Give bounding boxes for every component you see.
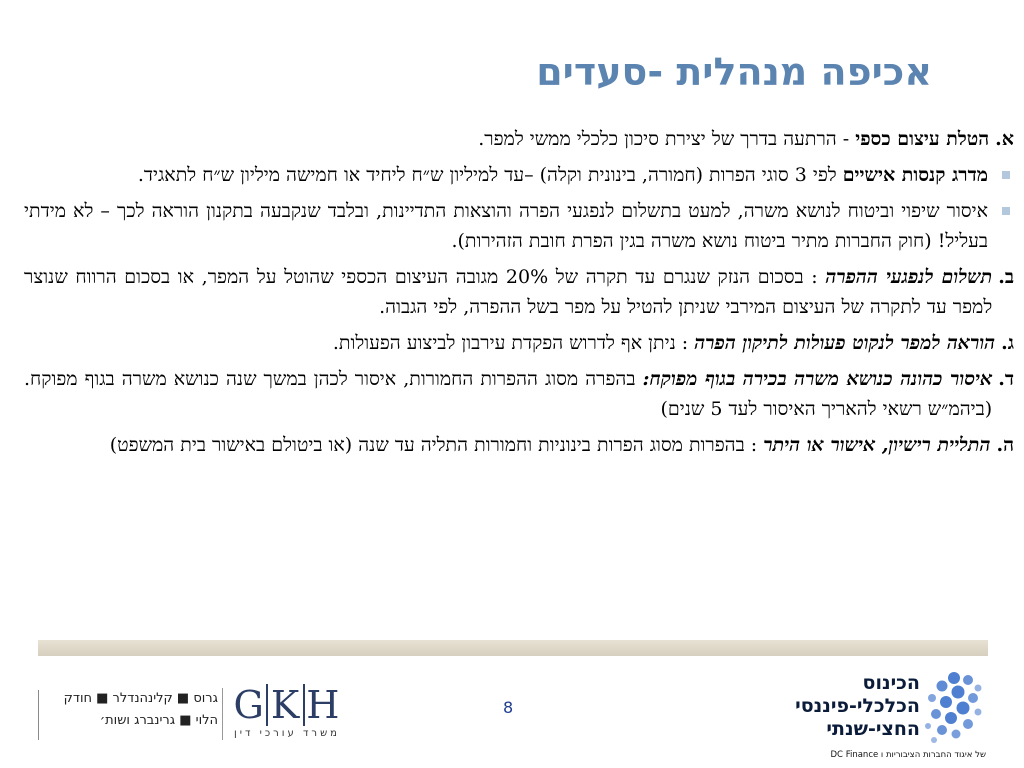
- conference-logo-line: הכינוס: [862, 672, 920, 694]
- gkh-logo-letter: K: [266, 684, 305, 726]
- item-heading: הוראה למפר לנקוט פעולות לתיקון הפרה: [694, 332, 996, 354]
- square-bullet-icon: [1002, 207, 1010, 215]
- slide-title: אכיפה מנהלית -סעדים: [536, 50, 932, 94]
- gkh-names-line: גרוס ■ קלינהנדלר ■ חודק: [63, 691, 218, 706]
- item-b: [24, 262, 1014, 322]
- item-text: : ניתן אף לדרוש הפקדת עירבון לביצוע הפעולות.: [332, 332, 695, 354]
- gkh-names-line: הלוי ■ גרינברג ושות׳: [99, 713, 218, 728]
- item-content: [24, 262, 992, 322]
- bullet-heading: מדרג קנסות אישיים: [842, 164, 988, 186]
- square-bullet-icon: [1002, 171, 1010, 179]
- item-heading: התליית רישיון, אישור או היתר: [763, 434, 991, 456]
- conference-logo-text: [780, 672, 920, 741]
- item-text: בהפרה מסוג ההפרות החמורות, איסור לכהן במשך שנה כנושא משרה בגוף מפוקח. (ביהמ״ש רשאי להאריך האיסור לעד 5 שנים): [24, 368, 993, 420]
- gkh-logo-letter: H: [306, 683, 341, 727]
- item-content: [24, 430, 990, 460]
- gkh-logo-letter: G: [233, 683, 265, 727]
- item-heading: איסור כהונה כנושא משרה בכירה בגוף מפוקח:: [642, 368, 993, 390]
- item-e: [24, 430, 1014, 460]
- bullet-item: [24, 160, 1012, 190]
- item-marker: ה.: [996, 434, 1014, 456]
- item-marker: א.: [995, 128, 1014, 150]
- gkh-logo-subtitle: משרד עורכי דין: [234, 728, 340, 739]
- bullet-text: איסור שיפוי וביטוח לנושא משרה, למעט בתשלום לנפגעי הפרה והוצאות התדיינות, ובלבד שנקבעה בתקנון הוראה לכך – לא מידתי בעליל! (חוק החברות מתיר ביטוח נושא משרה בגין הפרת חובת הזהירות).: [24, 200, 988, 252]
- item-heading: תשלום לנפגעי ההפרה: [825, 266, 993, 288]
- conference-logo-subline: של איגוד החברות הציבוריות ו DC Finance: [830, 750, 986, 760]
- item-marker: ג.: [1001, 332, 1014, 354]
- item-content: [24, 124, 989, 154]
- item-c: [24, 328, 1014, 358]
- item-heading: הטלת עיצום כספי: [855, 128, 990, 150]
- slide-body: [24, 124, 1014, 466]
- item-d: [24, 364, 1014, 424]
- item-text: : בסכום הנזק שנגרם עד תקרה של 20% מגובה העיצום הכספי שהוטל על המפר, או בסכום הרווח שנוצר למפר עד לתקרה של העיצום המירבי שניתן להטיל על מפר בשל ההפרה, לפי הגבוה.: [24, 266, 993, 318]
- logo-divider: [222, 688, 223, 740]
- item-content: [24, 328, 995, 358]
- gkh-logo: [226, 684, 348, 726]
- item-text: : בהפרות מסוג הפרות בינוניות וחמורות התליה עד שנה (או ביטולם באישור בית המשפט): [109, 434, 764, 456]
- gkh-partner-names: [46, 688, 218, 732]
- page-number: 8: [503, 698, 514, 717]
- item-marker: ד.: [998, 368, 1014, 390]
- conference-logo-line: הכלכלי-פיננסי: [795, 695, 920, 717]
- item-text: - הרתעה בדרך של יצירת סיכון כלכלי ממשי למפר.: [478, 128, 856, 150]
- item-content: [24, 364, 992, 424]
- item-marker: ב.: [998, 266, 1014, 288]
- conference-dots-logo-icon: [918, 668, 988, 748]
- bullet-content: [24, 160, 988, 190]
- bullet-text: לפי 3 סוגי הפרות (חמורה, בינונית וקלה) –עד למיליון ש״ח ליחיד או חמישה מיליון ש״ח לתאגיד.: [137, 164, 843, 186]
- conference-logo-line: החצי-שנתי: [826, 718, 920, 740]
- bullet-item: [24, 196, 1012, 256]
- logo-divider: [38, 690, 39, 740]
- item-a: [24, 124, 1014, 154]
- footer-bar: [38, 640, 988, 656]
